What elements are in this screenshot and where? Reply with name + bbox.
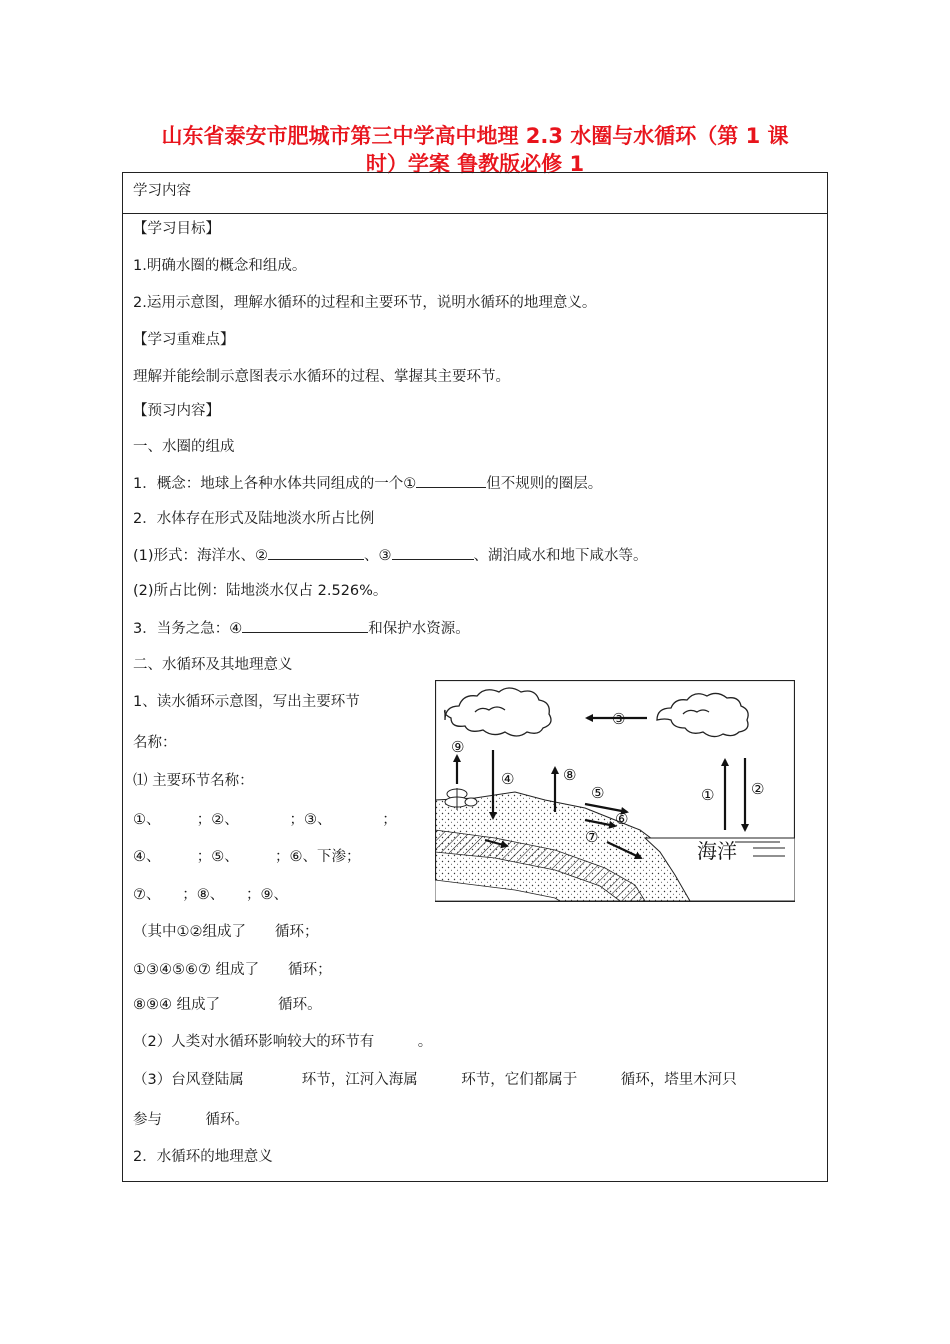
- goal-heading: 【学习目标】: [133, 221, 220, 237]
- section-2-heading: 二、水循环及其地理意义: [133, 657, 293, 673]
- question-2-1-start: (1)形式：海洋水、②: [133, 548, 269, 564]
- section-1-heading: 一、水圈的组成: [133, 439, 235, 455]
- label-4: ④: [501, 770, 515, 788]
- question-significance: 2．水循环的地理意义: [133, 1149, 273, 1165]
- question-1-start: 1．概念：地球上各种水体共同组成的一个①: [133, 476, 417, 492]
- cycle-line-2: ①③④⑤⑥⑦ 组成了 循环；: [133, 962, 332, 978]
- question-1: [133, 473, 602, 494]
- read-diagram-2: 名称：: [133, 735, 177, 751]
- label-8: ⑧: [563, 766, 577, 784]
- preview-heading: 【预习内容】: [133, 403, 220, 419]
- label-5: ⑤: [591, 784, 605, 802]
- question-human-impact: （2）人类对水循环影响较大的环节有 。: [133, 1034, 433, 1050]
- goal-1: 1.明确水圈的概念和组成。: [133, 258, 307, 274]
- question-typhoon: （3）台风登陆属 环节，江河入海属 环节，它们都属于 循环，塔里木河只: [133, 1072, 737, 1088]
- question-3-end: 和保护水资源。: [368, 621, 470, 637]
- label-1: ①: [701, 786, 715, 804]
- title-line-1: 山东省泰安市肥城市第三中学高中地理 2.3 水圈与水循环（第 1 课: [161, 124, 789, 148]
- label-3: ③: [612, 710, 626, 728]
- cycle-line-1: （其中①②组成了 循环；: [133, 924, 319, 940]
- question-1-end: 但不规则的圈层。: [486, 476, 603, 492]
- water-cycle-diagram: [435, 680, 795, 902]
- ocean-label: 海洋: [697, 839, 737, 863]
- links-row-1: ①、 ；②、 ；③、 ；: [133, 812, 397, 828]
- cycle-line-3: ⑧⑨④ 组成了 循环。: [133, 997, 322, 1013]
- header-cell: 学习内容: [133, 183, 191, 199]
- question-typhoon-cont: 参与 循环。: [133, 1112, 249, 1128]
- content-table: [122, 172, 828, 1182]
- links-row-3: ⑦、 ；⑧、 ；⑨、: [133, 887, 288, 903]
- label-7: ⑦: [585, 828, 599, 846]
- title-line-2: 时）学案 鲁教版必修 1: [365, 152, 585, 176]
- question-2-1-end: 、湖泊咸水和地下咸水等。: [473, 548, 648, 564]
- read-diagram-1: 1、读水循环示意图，写出主要环节: [133, 694, 360, 710]
- answer-blank-2[interactable]: [268, 545, 364, 560]
- header-row: [123, 173, 827, 214]
- question-2-1: [133, 545, 648, 566]
- goal-2: 2.运用示意图，理解水循环的过程和主要环节，说明水循环的地理意义。: [133, 295, 597, 311]
- links-row-2: ④、 ；⑤、 ；⑥、下渗；: [133, 849, 361, 865]
- key-1: 理解并能绘制示意图表示水循环的过程、掌握其主要环节。: [133, 369, 510, 385]
- label-2: ②: [751, 780, 765, 798]
- question-2-2: (2)所占比例：陆地淡水仅占 2.526%。: [133, 583, 388, 599]
- key-heading: 【学习重难点】: [133, 332, 235, 348]
- main-links-heading: ⑴ 主要环节名称：: [133, 773, 254, 789]
- answer-blank-1[interactable]: [416, 473, 486, 488]
- question-2-1-mid: 、③: [364, 548, 392, 564]
- question-3: [133, 618, 470, 639]
- label-6: ⑥: [615, 810, 629, 828]
- document-title: [120, 122, 830, 178]
- answer-blank-4[interactable]: [242, 618, 368, 633]
- label-9: ⑨: [451, 738, 465, 756]
- question-3-start: 3．当务之急：④: [133, 621, 243, 637]
- answer-blank-3[interactable]: [392, 545, 474, 560]
- question-2: 2．水体存在形式及陆地淡水所占比例: [133, 511, 375, 527]
